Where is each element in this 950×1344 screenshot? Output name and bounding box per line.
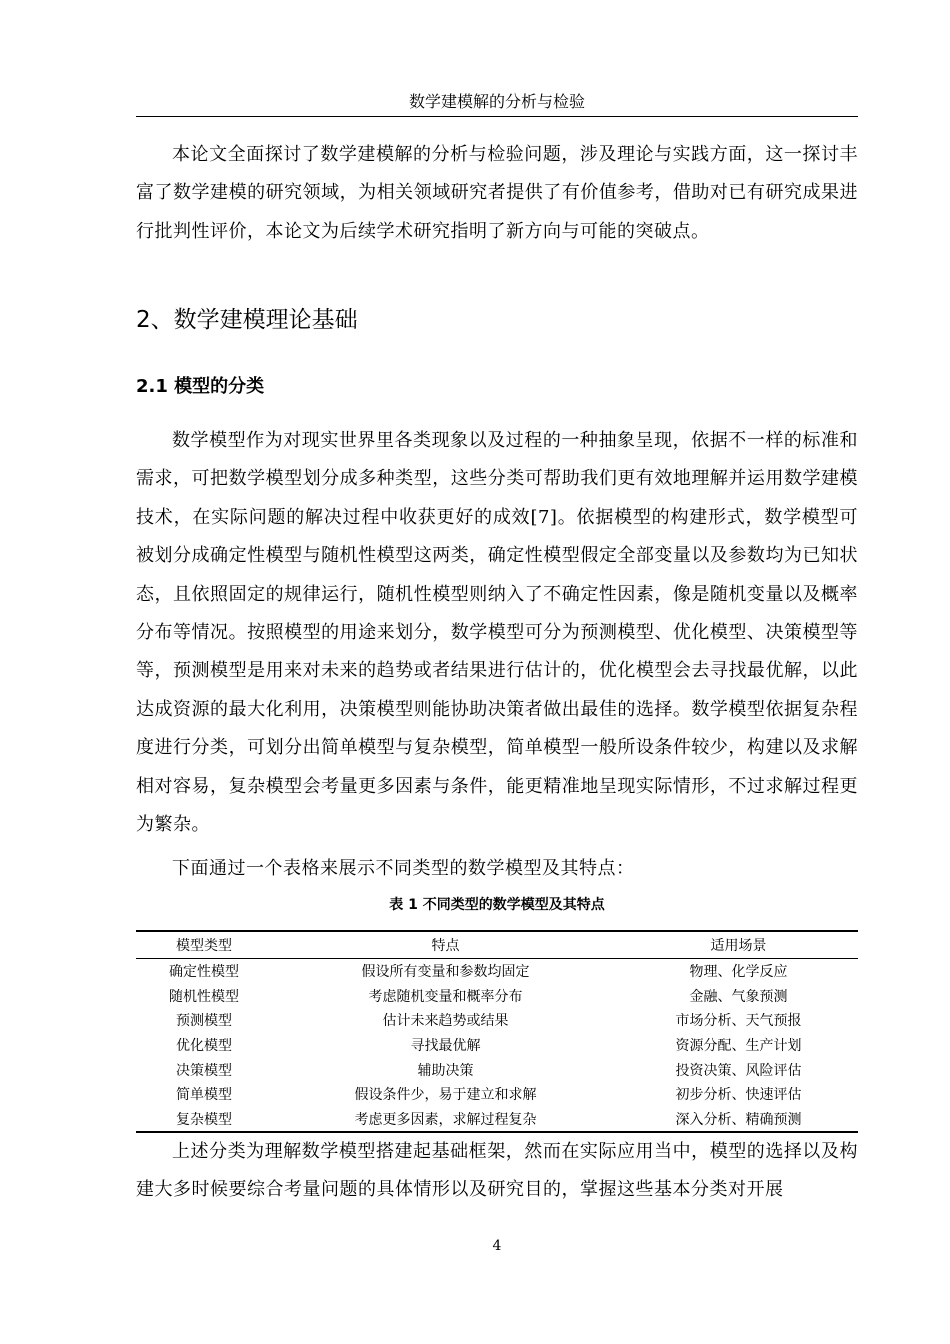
table-row bbox=[136, 1008, 858, 1033]
table-cell: 考虑更多因素，求解过程复杂 bbox=[272, 1107, 619, 1133]
table-row bbox=[136, 1107, 858, 1133]
running-header-title: 数学建模解的分析与检验 bbox=[408, 92, 585, 111]
model-types-table bbox=[136, 930, 858, 1133]
header-divider bbox=[136, 116, 858, 117]
table-cell: 假设所有变量和参数均固定 bbox=[361, 964, 530, 981]
table-cell: 寻找最优解 bbox=[410, 1038, 481, 1055]
table-cell: 投资决策、风险评估 bbox=[675, 1062, 802, 1079]
table-cell: 辅助决策 bbox=[417, 1062, 474, 1079]
table-header-cell: 特点 bbox=[272, 931, 619, 959]
table-header-row bbox=[136, 931, 858, 959]
table-cell: 优化模型 bbox=[176, 1038, 232, 1055]
table-header-cell: 适用场景 bbox=[619, 931, 858, 959]
table-cell: 决策模型 bbox=[176, 1062, 232, 1079]
table-intro-paragraph: 下面通过一个表格来展示不同类型的数学模型及其特点： bbox=[172, 858, 635, 879]
table-caption: 表 1 不同类型的数学模型及其特点 bbox=[389, 897, 605, 913]
table-cell: 简单模型 bbox=[176, 1087, 232, 1104]
table-row bbox=[136, 959, 858, 984]
table-cell: 物理、化学反应 bbox=[689, 964, 788, 981]
subsection-heading: 2.1 模型的分类 bbox=[136, 376, 265, 397]
table-row bbox=[136, 1057, 858, 1082]
table-cell: 资源分配、生产计划 bbox=[675, 1038, 802, 1055]
closing-paragraph: 上述分类为理解数学模型搭建起基础框架，然而在实际应用当中，模型的选择以及构建大多时候要综合考量问题的具体情形以及研究目的，掌握这些基本分类对开展 bbox=[136, 1141, 858, 1201]
table-cell: 初步分析、快速评估 bbox=[675, 1087, 802, 1104]
section-heading: 2、数学建模理论基础 bbox=[136, 307, 358, 333]
table-cell: 估计未来趋势或结果 bbox=[382, 1013, 509, 1030]
table-row bbox=[136, 1082, 858, 1107]
table-cell: 确定性模型 bbox=[169, 964, 239, 981]
table-cell: 随机性模型 bbox=[169, 988, 239, 1005]
table-row bbox=[136, 984, 858, 1009]
body-paragraph: 数学模型作为对现实世界里各类现象以及过程的一种抽象呈现，依据不一样的标准和需求，可把数学模型划分成多种类型，这些分类可帮助我们更有效地理解并运用数学建模技术，在实际问题的解决过程中收获更好的成效[7]。依据模型的构建形式，数学模型可被划分成确定性模型与随机性模型这两类，确定性模型假定全部变量以及参数均为已知状态，且依照固定的规律运行，随机性模型则纳入了不确定性因素，像是随机变量以及概率分布等情况。按照模型的用途来划分，数学模型可分为预测模型、优化模型、决策模型等等，预测模型是用来对未来的趋势或者结果进行估计的，优化模型会去寻找最优解，以此达成资源的最大化利用，决策模型则能协助决策者做出最佳的选择。数学模型依据复杂程度进行分类，可划分出简单模型与复杂模型，简单模型一般所设条件较少，构建以及求解相对容易，复杂模型会考量更多因素与条件，能更精准地呈现实际情形，不过求解过程更为繁杂。 bbox=[136, 430, 858, 836]
table-cell: 考虑随机变量和概率分布 bbox=[368, 988, 523, 1005]
table-cell: 金融、气象预测 bbox=[689, 988, 788, 1005]
table-header-cell: 模型类型 bbox=[136, 931, 272, 959]
table-cell: 预测模型 bbox=[176, 1013, 232, 1030]
table-cell: 市场分析、天气预报 bbox=[675, 1013, 802, 1030]
table-cell: 深入分析、精确预测 bbox=[619, 1107, 858, 1133]
table-cell: 复杂模型 bbox=[136, 1107, 272, 1133]
table-row bbox=[136, 1033, 858, 1058]
page-number: 4 bbox=[492, 1238, 502, 1254]
intro-paragraph: 本论文全面探讨了数学建模解的分析与检验问题，涉及理论与实践方面，这一探讨丰富了数学建模的研究领域，为相关领域研究者提供了有价值参考，借助对已有研究成果进行批判性评价，本论文为后续学术研究指明了新方向与可能的突破点。 bbox=[136, 144, 858, 242]
table-cell: 假设条件少，易于建立和求解 bbox=[354, 1087, 537, 1104]
